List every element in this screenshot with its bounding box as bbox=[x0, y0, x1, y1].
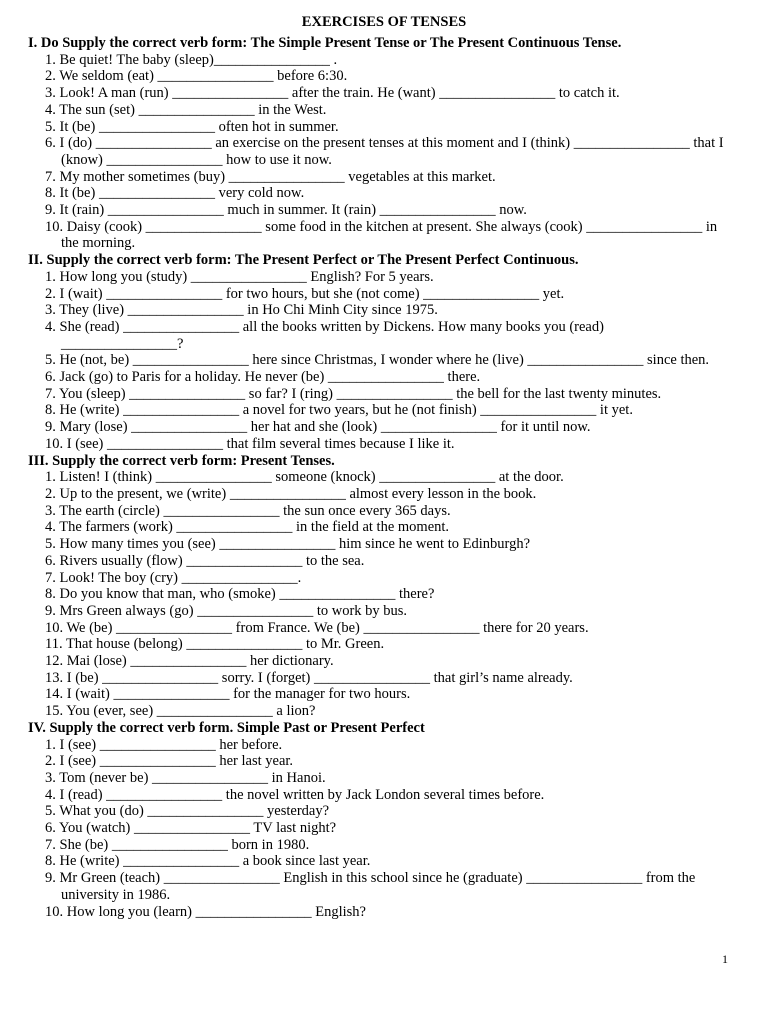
exercise-item: 12. Mai (lose) ________________ her dictionary. bbox=[45, 653, 334, 670]
exercise-item: 9. Mrs Green always (go) ________________ to work by bus. bbox=[45, 602, 408, 619]
exercise-item: 2. Up to the present, we (write) ________________ almost every lesson in the book. bbox=[45, 485, 537, 502]
exercise-item: 10. We (be) ________________ from France. We (be) ________________ there for 20 years. bbox=[45, 619, 589, 636]
exercise-item: 7. She (be) ________________ born in 1980. bbox=[45, 836, 310, 853]
exercise-item: 10. How long you (learn) ________________ English? bbox=[45, 903, 366, 920]
exercise-content bbox=[28, 35, 728, 920]
section-heading: III. Supply the correct verb form: Present Tenses. bbox=[28, 452, 335, 469]
exercise-item: 8. He (write) ________________ a book since last year. bbox=[45, 853, 371, 870]
exercise-item: 4. She (read) ________________ all the books written by Dickens. How many books you (read) ________________? bbox=[45, 318, 604, 352]
exercise-item: 3. Tom (never be) ________________ in Hanoi. bbox=[45, 769, 326, 786]
exercise-item: 11. That house (belong) ________________ to Mr. Green. bbox=[45, 636, 385, 653]
exercise-item: 7. Look! The boy (cry) ________________. bbox=[45, 569, 302, 586]
exercise-item: 6. You (watch) ________________ TV last night? bbox=[45, 820, 337, 837]
document-title: EXERCISES OF TENSES bbox=[301, 14, 467, 30]
exercise-item: 2. I (wait) ________________ for two hours, but she (not come) ________________ yet. bbox=[45, 285, 565, 302]
exercise-item: 6. Jack (go) to Paris for a holiday. He never (be) ________________ there. bbox=[45, 369, 481, 386]
exercise-item: 9. Mary (lose) ________________ her hat and she (look) ________________ for it until now. bbox=[45, 419, 591, 436]
exercise-item: 4. The sun (set) ________________ in the West. bbox=[45, 101, 327, 118]
exercise-item: 2. We seldom (eat) ________________ before 6:30. bbox=[45, 68, 348, 85]
exercise-item: 4. The farmers (work) ________________ in the field at the moment. bbox=[45, 519, 450, 536]
exercise-item: 8. He (write) ________________ a novel for two years, but he (not finish) ________________ it yet. bbox=[45, 402, 633, 419]
exercise-item: 5. It (be) ________________ often hot in summer. bbox=[45, 118, 339, 135]
exercise-item: 9. It (rain) ________________ much in summer. It (rain) ________________ now. bbox=[45, 202, 527, 219]
exercise-item: 7. My mother sometimes (buy) ________________ vegetables at this market. bbox=[45, 168, 496, 185]
exercise-item: 5. He (not, be) ________________ here since Christmas, I wonder where he (live) ________________ since then. bbox=[45, 352, 710, 369]
exercise-item: 6. Rivers usually (flow) ________________ to the sea. bbox=[45, 552, 365, 569]
exercise-section bbox=[28, 453, 728, 720]
exercise-item: 1. Listen! I (think) ________________ someone (knock) ________________ at the door. bbox=[45, 469, 564, 486]
section-heading: I. Do Supply the correct verb form: The Simple Present Tense or The Present Continuous Tense. bbox=[28, 35, 622, 51]
section-heading: II. Supply the correct verb form: The Present Perfect or The Present Perfect Continuous. bbox=[28, 252, 579, 269]
exercise-item: 5. What you (do) ________________ yesterday? bbox=[45, 803, 330, 820]
exercise-item: 3. They (live) ________________ in Ho Chi Minh City since 1975. bbox=[45, 302, 438, 319]
exercise-section bbox=[28, 35, 728, 252]
exercise-item: 4. I (read) ________________ the novel written by Jack London several times before. bbox=[45, 786, 545, 803]
exercise-item: 1. How long you (study) ________________ English? For 5 years. bbox=[45, 268, 434, 285]
exercise-item: 1. Be quiet! The baby (sleep)________________ . bbox=[45, 51, 338, 68]
exercise-item: 8. Do you know that man, who (smoke) ________________ there? bbox=[45, 586, 435, 603]
exercise-item: 8. It (be) ________________ very cold now. bbox=[45, 185, 305, 202]
exercise-item: 3. Look! A man (run) ________________ after the train. He (want) ________________ to catch it. bbox=[45, 85, 620, 102]
exercise-section bbox=[28, 252, 728, 452]
exercise-item: 3. The earth (circle) ________________ the sun once every 365 days. bbox=[45, 502, 451, 519]
exercise-item: 10. Daisy (cook) ________________ some food in the kitchen at present. She always (cook) ________________ in the morning. bbox=[45, 218, 718, 252]
section-heading: IV. Supply the correct verb form. Simple Past or Present Perfect bbox=[28, 719, 425, 736]
exercise-item: 15. You (ever, see) ________________ a lion? bbox=[45, 703, 316, 720]
exercise-section bbox=[28, 720, 728, 920]
exercise-item: 5. How many times you (see) ________________ him since he went to Edinburgh? bbox=[45, 536, 531, 553]
exercise-item: 7. You (sleep) ________________ so far? I (ring) ________________ the bell for the last twenty minutes. bbox=[45, 385, 662, 402]
page-number: 1 bbox=[722, 952, 728, 966]
exercise-item: 13. I (be) ________________ sorry. I (forget) ________________ that girl’s name already. bbox=[45, 669, 573, 686]
exercise-item: 10. I (see) ________________ that film several times because I like it. bbox=[45, 435, 455, 452]
exercise-item: 1. I (see) ________________ her before. bbox=[45, 736, 283, 753]
exercise-item: 2. I (see) ________________ her last year. bbox=[45, 753, 294, 770]
exercise-item: 14. I (wait) ________________ for the manager for two hours. bbox=[45, 686, 411, 703]
exercise-item: 6. I (do) ________________ an exercise on the present tenses at this moment and I (think) ________________ that I (know) ________________ how to use it now. bbox=[45, 135, 724, 168]
exercise-item: 9. Mr Green (teach) ________________ English in this school since he (graduate) ________________ from the university in 1986. bbox=[45, 870, 696, 903]
